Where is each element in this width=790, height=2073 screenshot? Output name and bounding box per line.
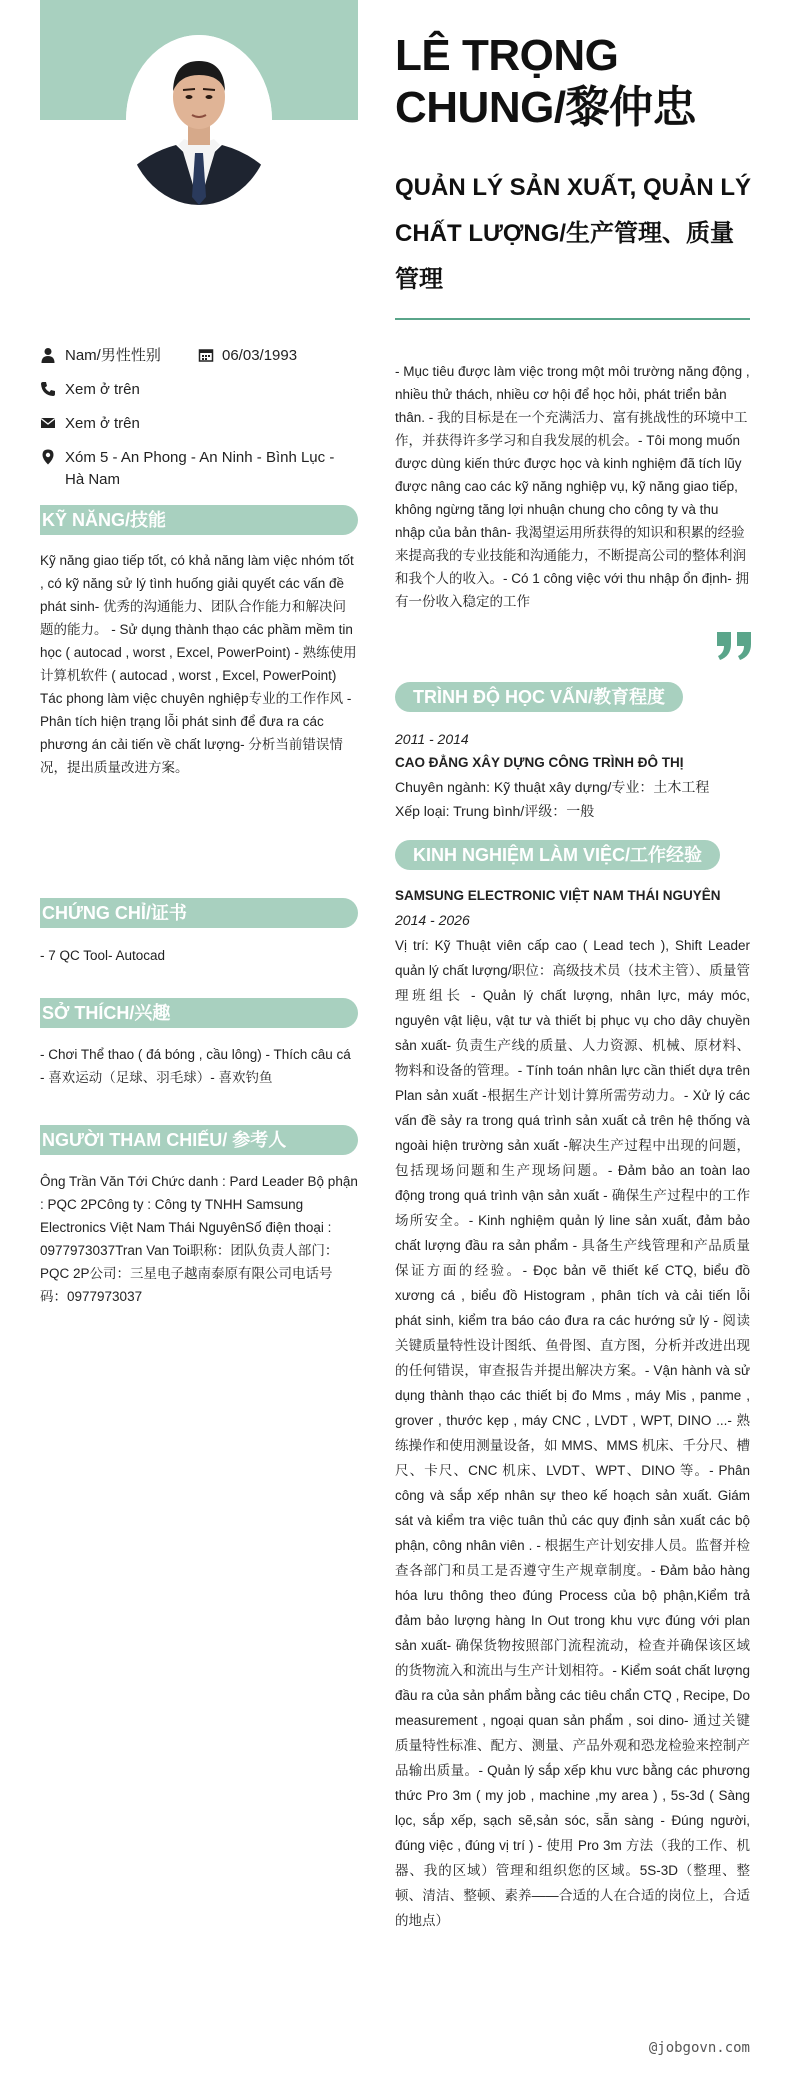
email-row: [40, 413, 358, 447]
candidate-name: LÊ TRỌNG CHUNG/黎仲忠: [395, 31, 697, 132]
address-row: [40, 447, 358, 503]
phone-row: [40, 379, 358, 413]
skills-text: Kỹ năng giao tiếp tốt, có khả năng làm việc nhóm tốt , có kỹ năng sử lý tình huống giải quyết các vấn đề phát sinh- 优秀的沟通能力、团队合作能力和解决问题的能力。 - Sử dụng thành thạo các phầm mềm tin học ( autocad , worst , Excel, PowerPoint) - 熟练使用计算机软件 ( autocad , worst , Excel, PowerPoint) Tác phong làm việc chuyên nghiệp专业的工作作风 - Phân tích hiện trạng lỗi phát sinh để đưa ra các phương án cải tiến về chất lượng- 分析当前错误情况，提出质量改进方案。: [40, 553, 357, 775]
phone-icon: [40, 381, 56, 397]
education-heading: TRÌNH ĐỘ HỌC VẤN/教育程度: [395, 682, 683, 712]
experience-entry: [395, 883, 750, 1933]
references-text: Ông Trần Văn Tới Chức danh : Pard Leader Bộ phận : PQC 2PCông ty : Công ty TNHH Samsung Electronics Việt Nam Thái NguyênSố điện thoại : 0977973037Tran Van Toi职称：团队负责人部门：PQC 2P公司：三星电子越南泰原有限公司电话号码：0977973037: [40, 1174, 358, 1304]
watermark: @jobgovn.com: [648, 2040, 750, 2056]
education-date: 2011 - 2014: [395, 731, 469, 747]
gender-text: Nam/男性性别: [65, 347, 161, 364]
phone-text: Xem ở trên: [65, 381, 140, 398]
education-grade: Xếp loại: Trung bình/评级：一般: [395, 803, 595, 819]
skills-heading: KỸ NĂNG/技能: [40, 505, 358, 535]
experience-heading: KINH NGHIỆM LÀM VIỆC/工作经验: [395, 840, 720, 870]
career-objective: - Mục tiêu được làm việc trong một môi trường năng động , nhiều thử thách, nhiều cơ hội để học hỏi, phát triển bản thân. - 我的目标是在一个充满活力、富有挑战性的环境中工作，并获得许多学习和自我发展的机会。- Tôi mong muốn được dùng kiến thức được học và kinh nghiệm đã tích lũy được nâng cao các kỹ năng nghiệp vụ, kỹ năng giao tiếp, không ngừng tăng lợi nhuận chung cho công ty và thu nhập của bản thân- 我渴望运用所获得的知识和积累的经验来提高我的专业技能和沟通能力，不断提高公司的整体利润和我个人的收入。- Có 1 công việc với thu nhập ổn định- 拥有一份收入稳定的工作: [395, 364, 750, 609]
job-title: QUẢN LÝ SẢN XUẤT, QUẢN LÝ CHẤT LƯỢNG/生产管理、质量管理: [395, 174, 752, 293]
certificates-heading: CHỨNG CHỈ/证书: [40, 898, 358, 928]
experience-description: Vị trí: Kỹ Thuật viên cấp cao ( Lead tech ), Shift Leader quản lý chất lượng/职位：高级技术员（技术主管）、质量管理班组长 - Quản lý chất lượng, nhân lực, máy móc, nguyên vật liệu, vật tư và thiết bị phục vụ cho dây chuyền sản xuất- 负责生产线的质量、人力资源、机械、原材料、物料和设备的管理。- Tính toán nhân lực cần thiết dựa trên Plan sản xuất -根据生产计划计算所需劳动力。- Xử lý các vấn đề sảy ra trong quá trình sản xuất cả trên hệ thống và ngoài hiện trường sản xuất -解决生产过程中出现的问题，包括现场问题和生产现场问题。- Đảm bảo an toàn lao động trong quá trình vận sản xuất - 确保生产过程中的工作场所安全。- Kinh nghiệm quản lý line sản xuất, đảm bảo chất lượng đầu ra sản phẩm - 具备生产线管理和产品质量保证方面的经验。- Đọc bản vẽ thiết kế CTQ, biểu đồ xương cá , biểu đồ Histogram , phân tích và cải tiến lỗi phát sinh, kiểm tra báo cáo đưa ra các hướng sử lý - 阅读关键质量特性设计图纸、鱼骨图、直方图，分析并改进出现的任何错误，审查报告并提出解决方案。- Vận hành và sử dụng thành thạo các thiết bị đo Mms , máy Mis , panme , grover , thước kẹp , máy CNC , LVDT , WPT, DINO ...- 熟练操作和使用测量设备，如 MMS、MMS 机床、千分尺、槽尺、卡尺、CNC 机床、LVDT、WPT、DINO 等。- Phân công và sắp xếp nhân sự theo kế hoạch sản xuất. Giám sát và kiểm tra việc tuân thủ các quy định sản xuất các bộ phận, công nhân viên . - 根据生产计划安排人员。监督并检查各部门和员工是否遵守生产规章制度。- Đảm bảo hàng hóa lưu thông theo đúng Process của bộ phận,Kiểm trả đảm bảo lượng hàng In Out trong khu vực đúng với plan sản xuất- 确保货物按照部门流程流动，检查并确保该区域的货物流入和流出与生产计划相符。- Kiểm soát chất lượng đầu ra của sản phẩm bằng các tiêu chẩn CTQ , Recipe, Do measurement , ngoại quan sản phẩm , soi dino- 通过关键质量特性标准、配方、测量、产品外观和恐龙检验来控制产品输出质量。- Quản lý sắp xếp khu vưc bằng các phương thức Pro 3m ( my job , machine ,my area ) , 5s-3d ( Sàng lọc, sắp xếp, sạch sẽ,sản sóc, sẵn sàng - Đúng người, đúng việc , đúng vị trí ) - 使用 Pro 3m 方法（我的工作、机器、我的区域）管理和组织您的区域。5S-3D（整理、整顿、清洁、整顿、素养——合适的人在合适的岗位上，合适的地点）: [395, 938, 750, 1928]
experience-company: SAMSUNG ELECTRONIC VIỆT NAM THÁI NGUYÊN: [395, 888, 721, 903]
education-entry: [395, 727, 750, 823]
calendar-icon: [198, 347, 214, 363]
avatar: [126, 35, 272, 205]
envelope-icon: [40, 415, 56, 431]
email-text: Xem ở trên: [65, 415, 140, 432]
address-text: Xóm 5 - An Phong - An Ninh - Bình Lục - Hà Nam: [65, 449, 335, 488]
education-school: CAO ĐẲNG XÂY DỰNG CÔNG TRÌNH ĐÔ THỊ: [395, 755, 684, 770]
hobbies-heading: SỞ THÍCH/兴趣: [40, 998, 358, 1028]
location-pin-icon: [40, 449, 56, 465]
person-icon: [40, 347, 56, 363]
experience-date: 2014 - 2026: [395, 912, 470, 928]
education-major: Chuyên ngành: Kỹ thuật xây dựng/专业：土木工程: [395, 779, 710, 795]
contact-info: [40, 345, 358, 503]
dob-text: 06/03/1993: [222, 347, 298, 364]
quote-icon: [715, 628, 755, 664]
hobbies-text: - Chơi Thể thao ( đá bóng , cầu lông) - Thích câu cá - 喜欢运动（足球、羽毛球）- 喜欢钓鱼: [40, 1047, 351, 1085]
references-heading: NGƯỜI THAM CHIẾU/ 参考人: [40, 1125, 358, 1155]
gender-row: [40, 345, 358, 379]
divider: [395, 318, 750, 320]
certificates-text: - 7 QC Tool- Autocad: [40, 948, 166, 963]
